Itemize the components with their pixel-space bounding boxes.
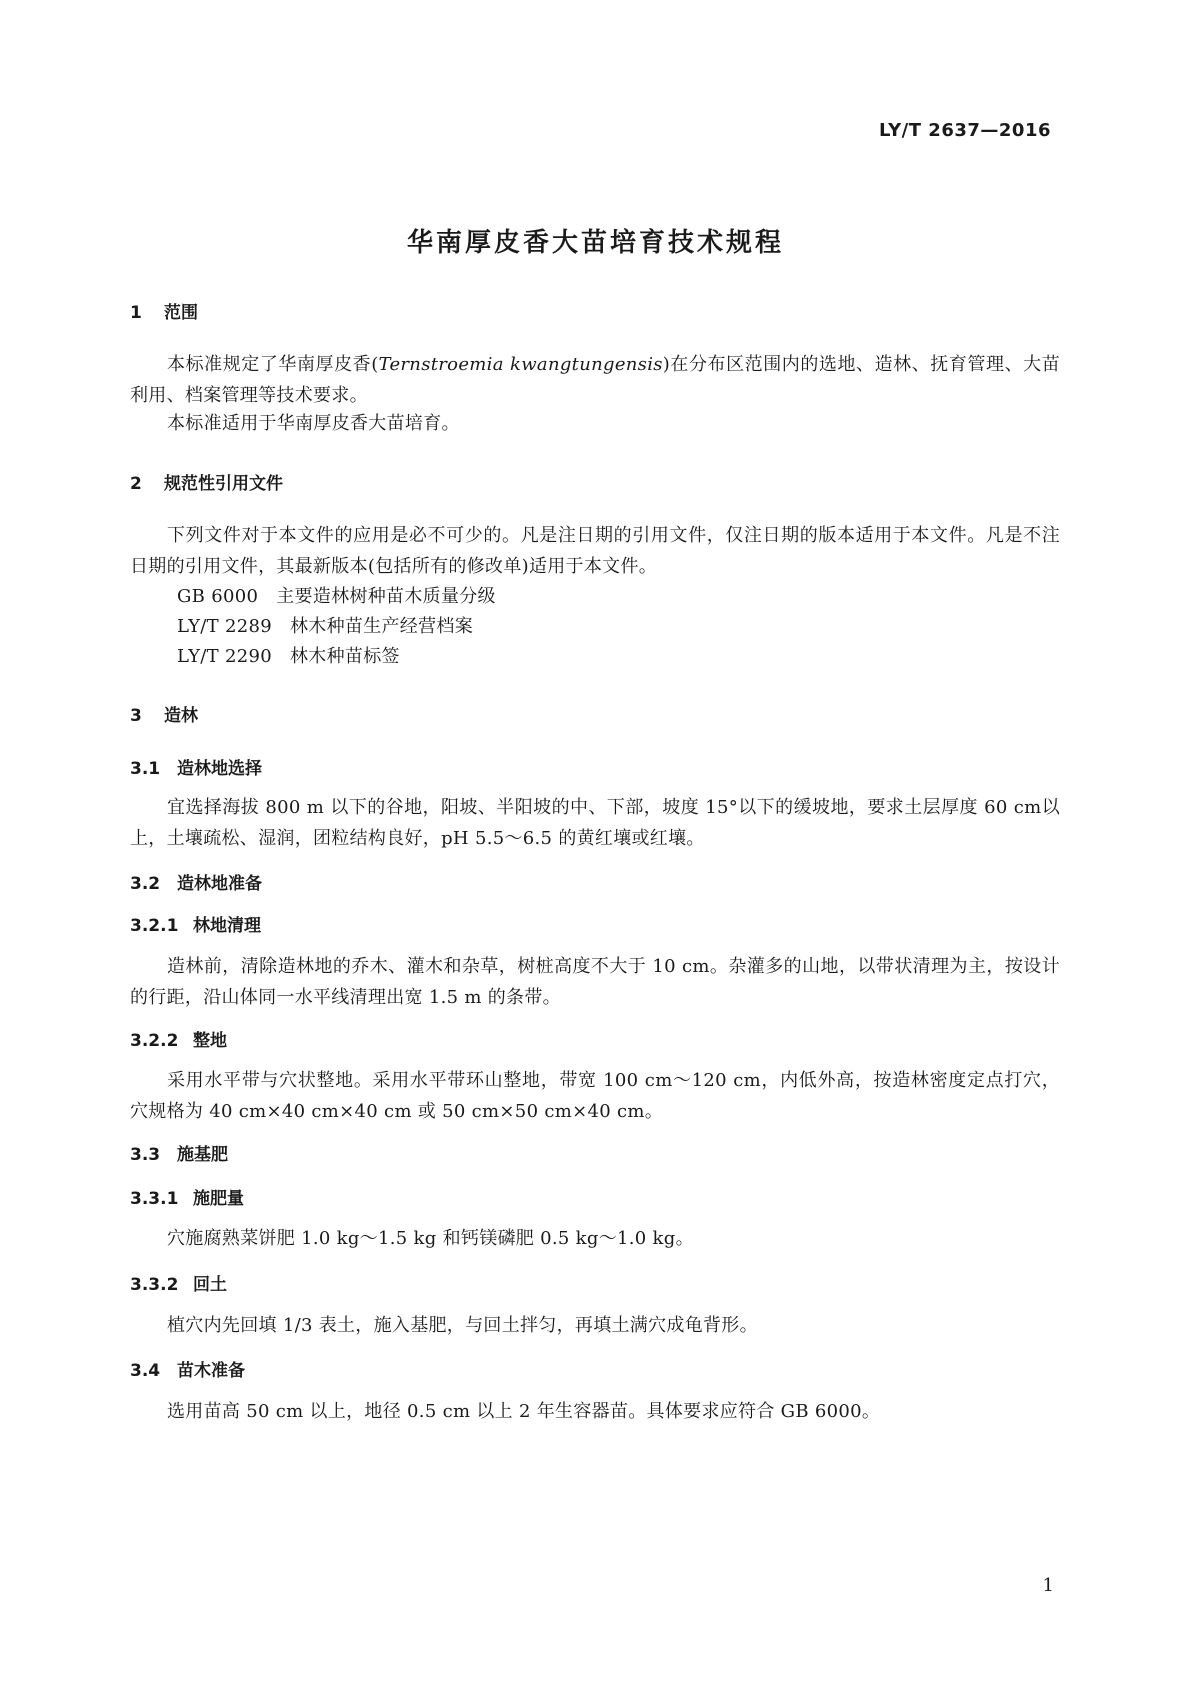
section-number: 1: [130, 303, 142, 323]
section-title: 回土: [193, 1275, 227, 1295]
paragraph-soil-preparation: 采用水平带与穴状整地。采用水平带环山整地，带宽 100 cm～120 cm，内低外高，按造林密度定点打穴，穴规格为 40 cm×40 cm×40 cm 或 50 cm×50 cm×40 cm。: [130, 1070, 1060, 1122]
document-title: 华南厚皮香大苗培育技术规程: [406, 228, 784, 258]
section-heading-3-2: [130, 869, 262, 894]
section-title: 规范性引用文件: [164, 474, 283, 494]
section-heading-3-2-2: [130, 1026, 227, 1051]
reference-item: [177, 582, 496, 608]
section-title: 林地清理: [193, 916, 261, 936]
text-run: 本标准规定了华南厚皮香(: [167, 354, 379, 375]
section-number: 3.4: [130, 1361, 161, 1381]
reference-code: LY/T 2289: [177, 616, 272, 637]
section-title: 施肥量: [193, 1189, 244, 1209]
paragraph-site-selection: 宜选择海拔 800 m 以下的谷地，阳坡、半阳坡的中、下部，坡度 15°以下的缓坡地，要求土层厚度 60 cm以上，土壤疏松、湿润，团粒结构良好，pH 5.5～6.5 的黄红壤或红壤。: [130, 797, 1060, 849]
section-title: 范围: [164, 303, 198, 323]
section-title: 造林: [164, 706, 198, 726]
reference-item: [177, 612, 473, 638]
paragraph-scope-2: 本标准适用于华南厚皮香大苗培育。: [167, 413, 460, 434]
paragraph-scope-1: [130, 349, 1060, 411]
reference-code: LY/T 2290: [177, 646, 272, 667]
section-heading-2: [130, 469, 283, 494]
section-number: 3.2: [130, 874, 161, 894]
section-title: 造林地准备: [177, 874, 262, 894]
reference-name: 林木种苗生产经营档案: [290, 616, 473, 637]
section-heading-3-3-1: [130, 1184, 244, 1209]
paragraph-backfill: 植穴内先回填 1/3 表土，施入基肥，与回土拌匀，再填土满穴成龟背形。: [167, 1315, 758, 1336]
paragraph-seedling-preparation: 选用苗高 50 cm 以上，地径 0.5 cm 以上 2 年生容器苗。具体要求应符合 GB 6000。: [167, 1401, 881, 1422]
text-run: )在分布区范围内的选地、造林、抚育管理、大苗利用、档案管理等技术要求。: [130, 354, 1060, 406]
paragraph-land-clearing: 造林前，清除造林地的乔木、灌木和杂草，树桩高度不大于 10 cm。杂灌多的山地，以带状清理为主，按设计的行距，沿山体同一水平线清理出宽 1.5 m 的条带。: [130, 956, 1060, 1008]
section-heading-1: [130, 298, 198, 323]
paragraph-fertilizer-amount: 穴施腐熟菜饼肥 1.0 kg～1.5 kg 和钙镁磷肥 0.5 kg～1.0 kg。: [167, 1228, 694, 1249]
section-number: 2: [130, 474, 142, 494]
section-title: 造林地选择: [177, 759, 262, 779]
section-heading-3-1: [130, 754, 262, 779]
section-number: 3.1: [130, 759, 161, 779]
reference-name: 林木种苗标签: [290, 646, 400, 667]
section-number: 3.3.1: [130, 1189, 179, 1209]
section-title: 整地: [193, 1031, 227, 1051]
section-heading-3-3: [130, 1140, 228, 1165]
section-number: 3.3.2: [130, 1275, 179, 1295]
section-number: 3.3: [130, 1145, 161, 1165]
section-number: 3.2.1: [130, 916, 179, 936]
section-heading-3: [130, 701, 198, 726]
reference-code: GB 6000: [177, 586, 259, 607]
section-heading-3-3-2: [130, 1270, 227, 1295]
section-heading-3-2-1: [130, 911, 261, 936]
section-heading-3-4: [130, 1356, 245, 1381]
document-code: LY/T 2637—2016: [878, 120, 1051, 141]
section-number: 3.2.2: [130, 1031, 179, 1051]
paragraph-normative-refs: 下列文件对于本文件的应用是必不可少的。凡是注日期的引用文件，仅注日期的版本适用于本文件。凡是不注日期的引用文件，其最新版本(包括所有的修改单)适用于本文件。: [130, 525, 1060, 577]
reference-name: 主要造林树种苗木质量分级: [276, 586, 496, 607]
section-title: 施基肥: [177, 1145, 228, 1165]
latin-name: Ternstroemia kwangtungensis: [378, 354, 663, 375]
section-title: 苗木准备: [177, 1361, 245, 1381]
reference-item: [177, 642, 400, 668]
section-number: 3: [130, 706, 142, 726]
page-number: 1: [1042, 1575, 1054, 1596]
